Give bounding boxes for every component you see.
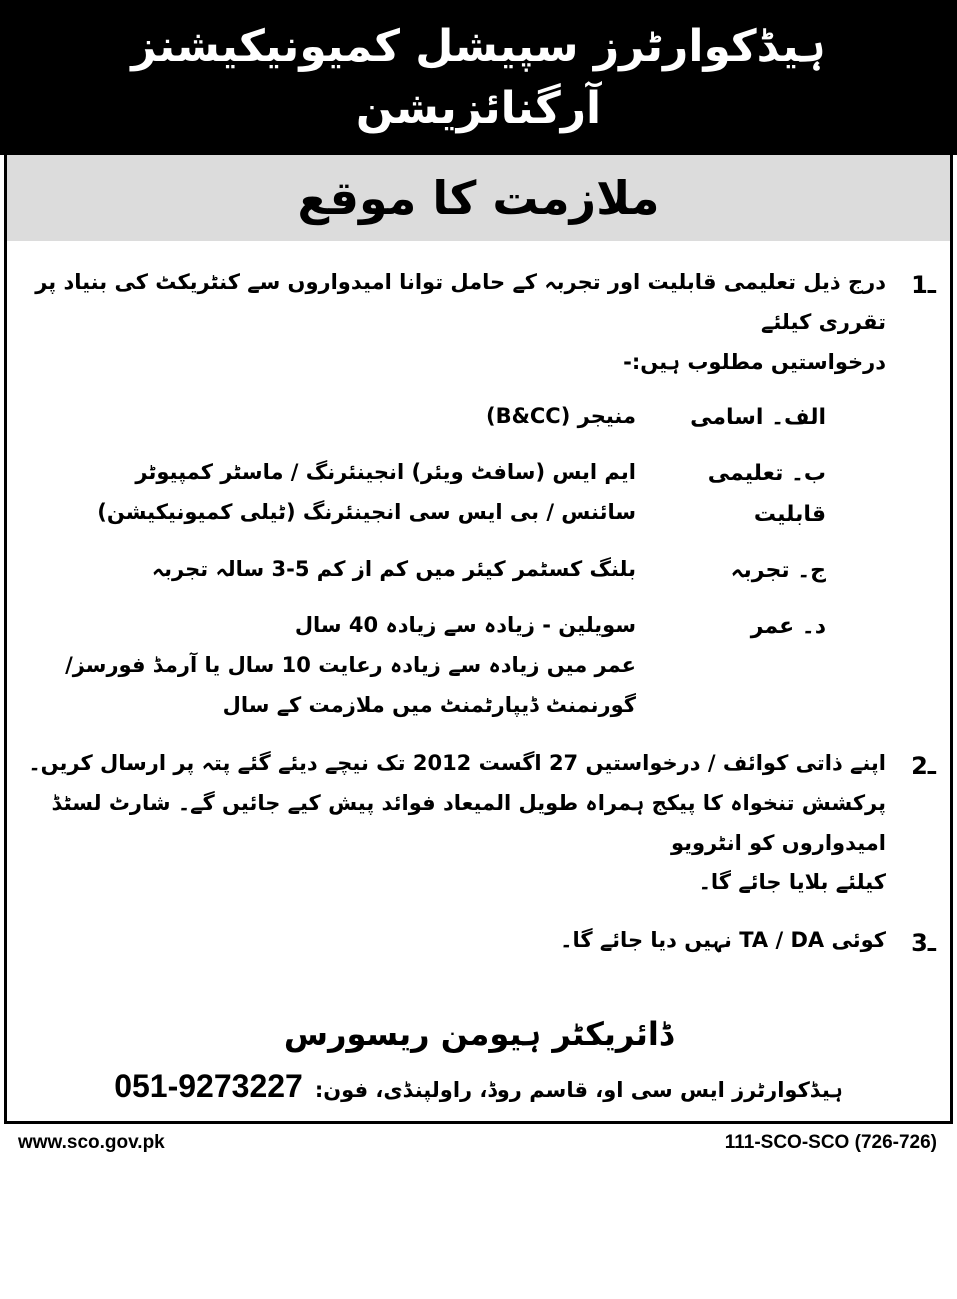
- director-title: ڈائریکٹر ہیومن ریسورس: [283, 1014, 674, 1053]
- item2-line3: کیلئے بلایا جائے گا۔: [698, 870, 886, 895]
- footer: [0, 1124, 957, 1164]
- label-qualification: ب۔ تعلیمی قابلیت: [707, 460, 826, 528]
- item-1: [21, 263, 936, 726]
- label-experience: ج۔ تجربہ: [730, 558, 826, 584]
- row-age: [21, 606, 886, 726]
- value-qualification-2: سائنس / بی ایس سی انجینئرنگ (ٹیلی کمیونیکیشن): [97, 499, 636, 524]
- phone-number: 051-9273227: [114, 1068, 303, 1105]
- value-age-1: سویلین - زیادہ سے زیادہ 40 سال: [294, 613, 636, 638]
- item3-text: کوئی TA / DA نہیں دیا جائے گا۔: [560, 928, 886, 953]
- label-age: د۔ عمر: [750, 614, 826, 640]
- value-qualification-1: ایم ایس (سافٹ ویئر) انجینئرنگ / ماسٹر کمپیوٹر: [135, 459, 636, 484]
- row-experience: [21, 550, 886, 592]
- item-number-2: 2ـ: [911, 751, 936, 780]
- organization-name: ہیڈکوارٹرز سپیشل کمیونیکیشنز آرگنائزیشن: [131, 21, 826, 134]
- website-link[interactable]: www.sco.gov.pk: [18, 1132, 165, 1154]
- item2-line1: اپنے ذاتی کوائف / درخواستیں 27 اگست 2012 تک نیچے دیئے گئے پتہ پر ارسال کریں۔: [28, 750, 886, 775]
- row-qualification: [21, 453, 886, 537]
- row-post: [21, 397, 886, 439]
- sms-code: 111-SCO-SCO (726-726): [724, 1132, 937, 1154]
- value-experience: بلنگ کسٹمر کیئر میں کم از کم 5-3 سالہ تجربہ: [151, 557, 636, 582]
- item-3: [21, 921, 936, 967]
- item-number-1: 1ـ: [911, 271, 936, 300]
- label-post: الف۔ اسامی: [690, 404, 826, 430]
- ad-title: ملازمت کا موقع: [297, 171, 660, 226]
- header-banner: [0, 0, 957, 155]
- item-number-3: 3ـ: [911, 929, 936, 958]
- contact-block: [7, 995, 950, 1121]
- ad-border: [4, 155, 953, 1124]
- item-2: [21, 744, 936, 904]
- title-band: [7, 155, 950, 241]
- address: ہیڈکوارٹرز ایس سی او، قاسم روڈ، راولپنڈی، فون:: [314, 1078, 843, 1103]
- value-age-3: گورنمنٹ ڈیپارٹمنٹ میں ملازمت کے سال: [222, 692, 636, 717]
- item2-line2: پرکشش تنخواہ کا پیکج ہمراہ طویل المیعاد فوائد پیش کیے جائیں گے۔ شارٹ لسٹڈ امیدواروں کو انٹرویو: [51, 790, 886, 855]
- value-post: منیجر (B&CC): [485, 403, 636, 428]
- item1-line1: درج ذیل تعلیمی قابلیت اور تجربہ کے حامل توانا امیدواروں سے کنٹریکٹ کی بنیاد پر تقرری کیلئے: [35, 270, 886, 335]
- value-age-2: عمر میں زیادہ سے زیادہ رعایت 10 سال یا آرمڈ فورسز/: [65, 652, 636, 677]
- item1-line2: درخواستیں مطلوب ہیں:-: [623, 349, 886, 374]
- ad-content: [7, 241, 950, 995]
